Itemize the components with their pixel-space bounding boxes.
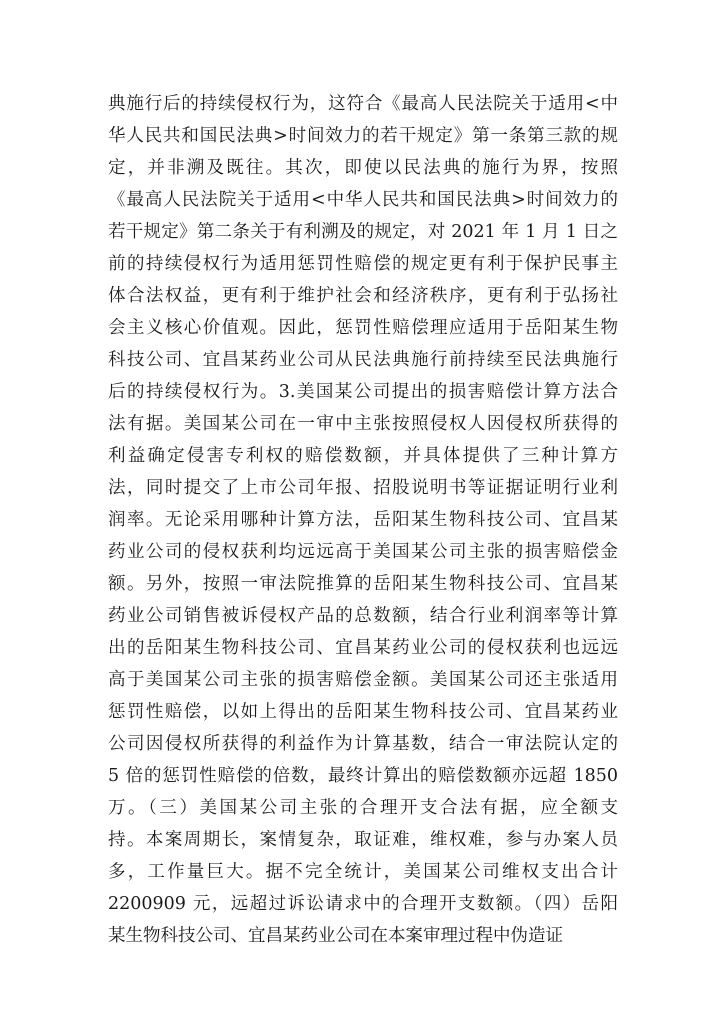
text-line: 科技公司、宜昌某药业公司从民法典施行前持续至民法典施行 bbox=[108, 350, 618, 370]
text-line: 润率。无论采用哪种计算方法，岳阳某生物科技公司、宜昌某 bbox=[108, 510, 618, 530]
text-line: 药业公司销售被诉侵权产品的总数额，结合行业利润率等计算 bbox=[108, 606, 618, 626]
text-line: 药业公司的侵权获利均远远高于美国某公司主张的损害赔偿金 bbox=[108, 542, 618, 562]
text-line: 定，并非溯及既往。其次，即使以民法典的施行为界，按照 bbox=[108, 158, 618, 178]
text-line: 多，工作量巨大。据不完全统计，美国某公司维权支出合计 bbox=[108, 862, 618, 882]
text-line: 利益确定侵害专利权的赔偿数额，并具体提供了三种计算方 bbox=[108, 446, 618, 466]
text-line: 前的持续侵权行为适用惩罚性赔偿的规定更有利于保护民事主 bbox=[108, 254, 618, 274]
text-line: 持。本案周期长，案情复杂，取证难，维权难，参与办案人员 bbox=[108, 830, 618, 850]
text-line: 出的岳阳某生物科技公司、宜昌某药业公司的侵权获利也远远 bbox=[108, 638, 618, 658]
text-line: 法，同时提交了上市公司年报、招股说明书等证据证明行业利 bbox=[108, 478, 618, 498]
text-line: 体合法权益，更有利于维护社会和经济秩序，更有利于弘扬社 bbox=[108, 286, 618, 306]
text-line: 会主义核心价值观。因此，惩罚性赔偿理应适用于岳阳某生物 bbox=[108, 318, 618, 338]
text-line: 《最高人民法院关于适用<中华人民共和国民法典>时间效力的 bbox=[108, 190, 618, 210]
text-line: 5 倍的惩罚性赔偿的倍数，最终计算出的赔偿数额亦远超 1850 bbox=[108, 766, 618, 786]
text-line: 后的持续侵权行为。3.美国某公司提出的损害赔偿计算方法合 bbox=[108, 382, 618, 402]
text-line: 2200909 元，远超过诉讼请求中的合理开支数额。（四）岳阳 bbox=[108, 894, 618, 914]
text-line: 公司因侵权所获得的利益作为计算基数，结合一审法院认定的 bbox=[108, 734, 618, 754]
body-text bbox=[108, 88, 618, 952]
text-line: 万。（三）美国某公司主张的合理开支合法有据，应全额支 bbox=[108, 798, 618, 818]
text-line: 华人民共和国民法典>时间效力的若干规定》第一条第三款的规 bbox=[108, 126, 618, 146]
text-line: 法有据。美国某公司在一审中主张按照侵权人因侵权所获得的 bbox=[108, 414, 618, 434]
text-line: 高于美国某公司主张的损害赔偿金额。美国某公司还主张适用 bbox=[108, 670, 618, 690]
text-line: 惩罚性赔偿，以如上得出的岳阳某生物科技公司、宜昌某药业 bbox=[108, 702, 618, 722]
text-line: 额。另外，按照一审法院推算的岳阳某生物科技公司、宜昌某 bbox=[108, 574, 618, 594]
text-line: 若干规定》第二条关于有利溯及的规定，对 2021 年 1 月 1 日之 bbox=[108, 222, 618, 242]
text-line: 某生物科技公司、宜昌某药业公司在本案审理过程中伪造证 bbox=[108, 926, 563, 946]
text-line: 典施行后的持续侵权行为，这符合《最高人民法院关于适用<中 bbox=[108, 94, 618, 114]
